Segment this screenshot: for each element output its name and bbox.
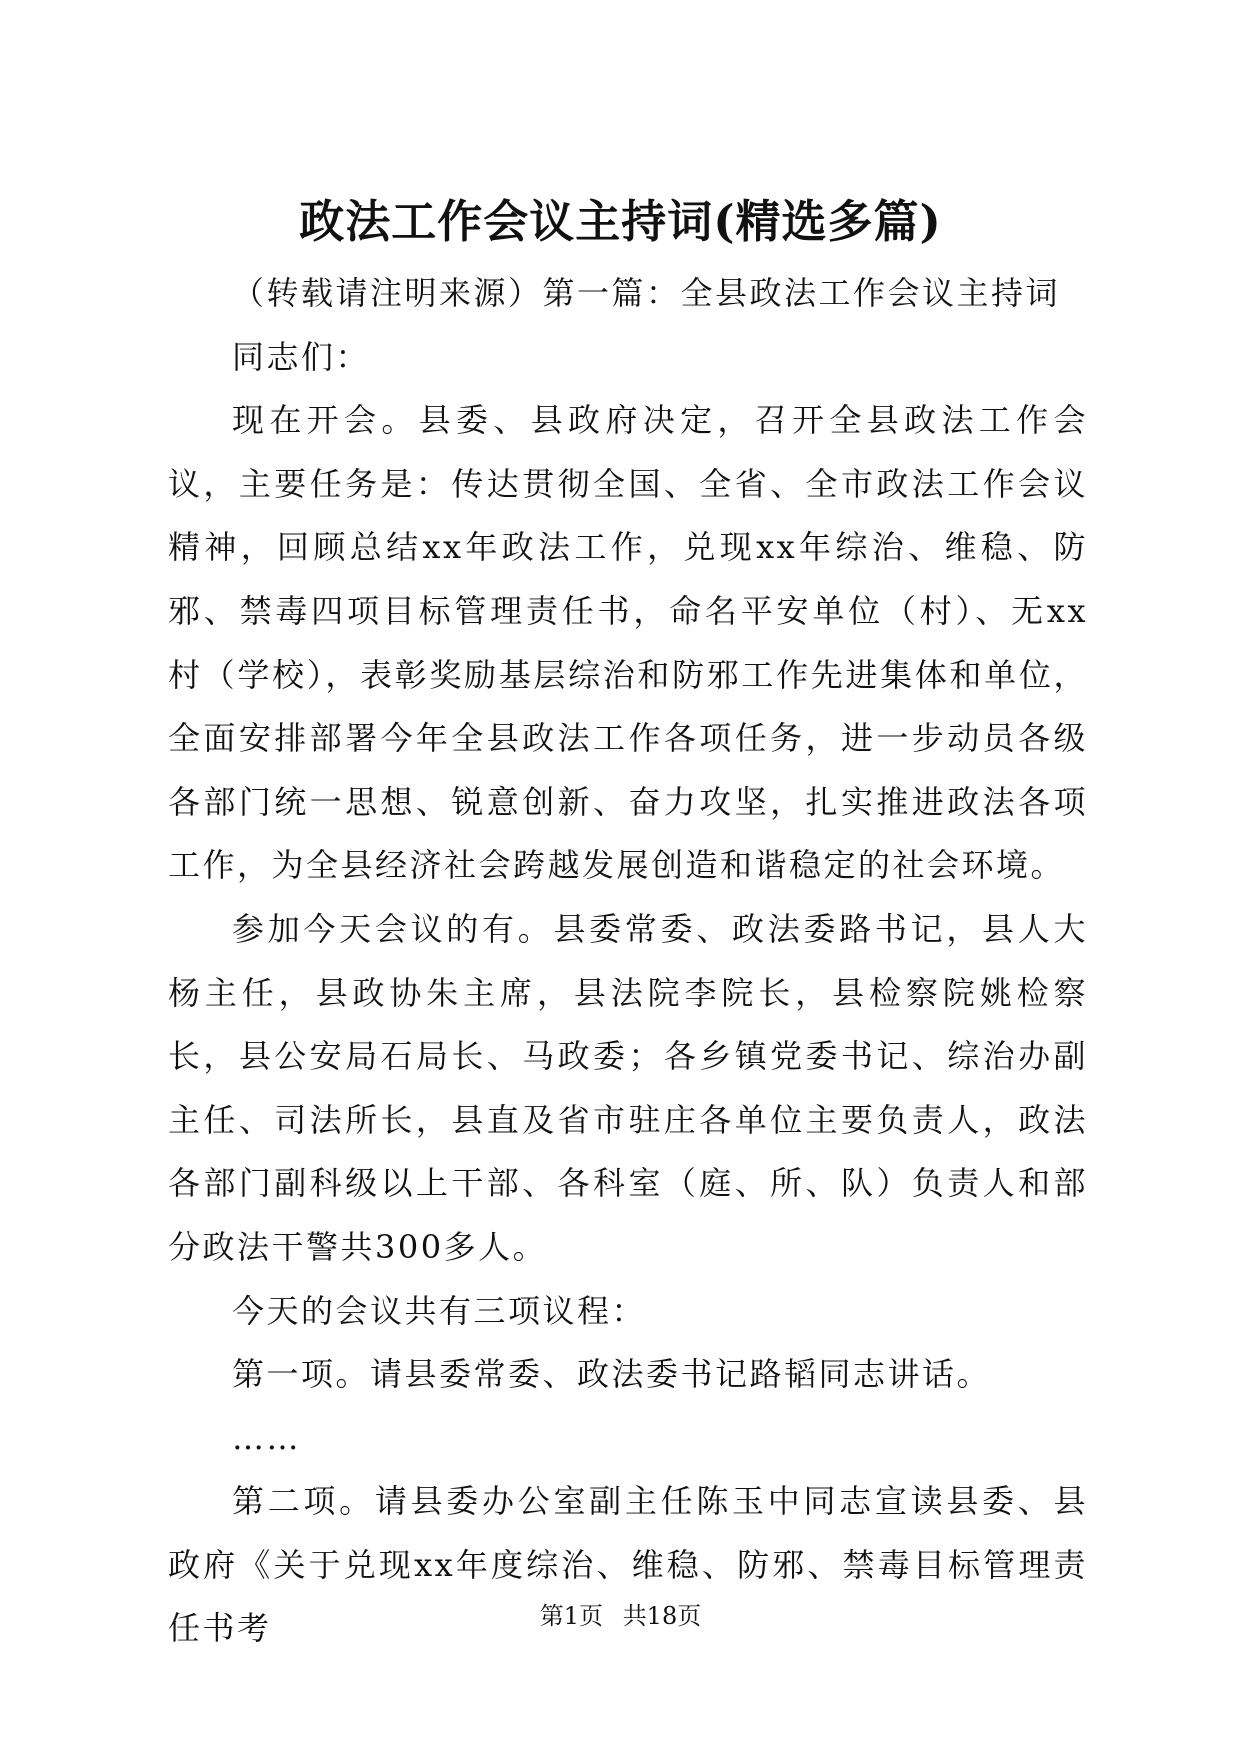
page-number: 第1页 [539,1602,604,1630]
paragraph-attendees: 参加今天会议的有。县委常委、政法委路书记，县人大杨主任，县政协朱主席，县法院李院长，县检察院姚检察长，县公安局石局长、马政委；各乡镇党委书记、综治办副主任、司法所长，县直及省市驻庄各单位主要负责人，政法各部门副科级以上干部、各科室（庭、所、队）负责人和部分政法干警共300多人。 [168,909,1088,1266]
paragraph-ellipsis: …… [232,1418,301,1457]
page-total: 共18页 [622,1602,702,1630]
document-title: 政法工作会议主持词(精选多篇) [299,195,942,248]
paragraph-agenda-intro: 今天的会议共有三项议程： [232,1291,647,1330]
paragraph-agenda-item-1: 第一项。请县委常委、政法委书记路韬同志讲话。 [232,1355,992,1394]
paragraph-agenda-item-2: 第二项。请县委办公室副主任陈玉中同志宣读县委、县政府《关于兑现xx年度综治、维稳、防邪、禁毒目标管理责任书考 [168,1482,1088,1648]
page-footer [0,1600,1241,1632]
paragraph-salutation: 同志们： [232,337,371,376]
document-body [168,262,1088,1661]
paragraph-opening: 现在开会。县委、县政府决定，召开全县政法工作会议，主要任务是：传达贯彻全国、全省、全市政法工作会议精神，回顾总结xx年政法工作，兑现xx年综治、维稳、防邪、禁毒四项目标管理责任书，命名平安单位（村）、无xx村（学校），表彰奖励基层综治和防邪工作先进集体和单位，全面安排部署今年全县政法工作各项任务，进一步动员各级各部门统一思想、锐意创新、奋力攻坚，扎实推进政法各项工作，为全县经济社会跨越发展创造和谐稳定的社会环境。 [168,401,1088,885]
paragraph-source-note: （转载请注明来源）第一篇：全县政法工作会议主持词 [232,274,1061,312]
